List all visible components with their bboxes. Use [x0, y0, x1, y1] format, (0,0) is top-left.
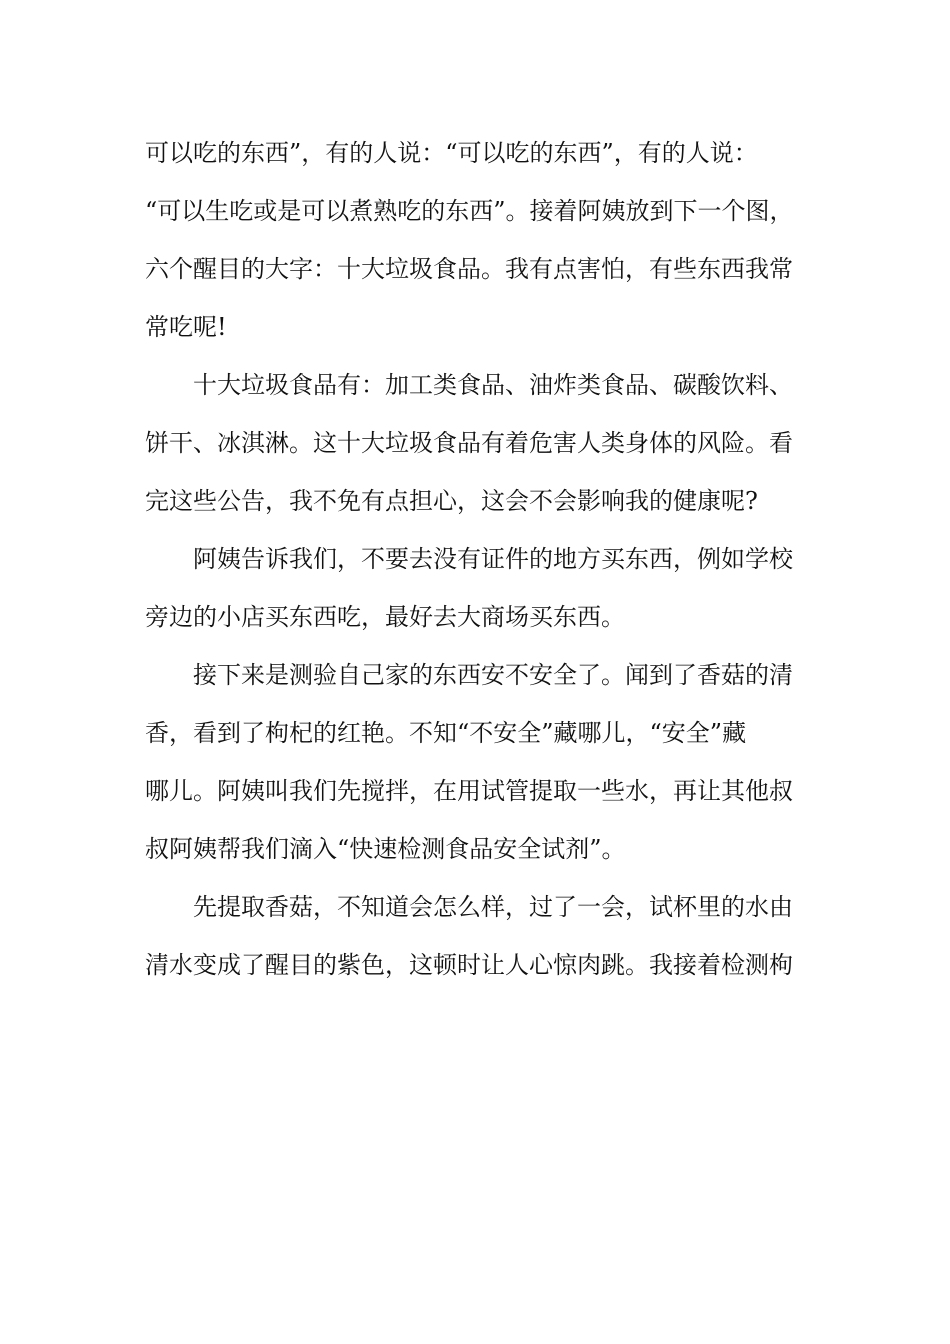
- text-line: 完这些公告，我不免有点担心，这会不会影响我的健康呢?: [145, 487, 758, 515]
- text-line: 叔阿姨帮我们滴入“快速检测食品安全试剂”。: [145, 835, 626, 863]
- document-body: [145, 124, 810, 994]
- text-line: 常吃呢!: [145, 313, 227, 341]
- text-line: 哪儿。阿姨叫我们先搅拌，在用试管提取一些水，再让其他叔: [145, 777, 793, 805]
- text-line: “可以生吃或是可以煮熟吃的东西”。接着阿姨放到下一个图，: [145, 197, 794, 225]
- paragraph-start-line: 阿姨告诉我们，不要去没有证件的地方买东西，例如学校: [193, 545, 793, 573]
- text-line: 旁边的小店买东西吃，最好去大商场买东西。: [145, 603, 625, 631]
- text-line: 可以吃的东西”，有的人说：“可以吃的东西”，有的人说：: [145, 139, 758, 167]
- text-line: 清水变成了醒目的紫色，这顿时让人心惊肉跳。我接着检测枸: [145, 951, 793, 979]
- text-line: 饼干、冰淇淋。这十大垃圾食品有着危害人类身体的风险。看: [145, 429, 793, 457]
- paragraph-start-line: 十大垃圾食品有：加工类食品、油炸类食品、碳酸饮料、: [193, 371, 793, 399]
- text-line: 六个醒目的大字：十大垃圾食品。我有点害怕，有些东西我常: [145, 255, 793, 283]
- text-line: 香，看到了枸杞的红艳。不知“不安全”藏哪儿，“安全”藏: [145, 719, 747, 747]
- paragraph-start-line: 接下来是测验自己家的东西安不安全了。闻到了香菇的清: [193, 661, 793, 689]
- paragraph-start-line: 先提取香菇，不知道会怎么样，过了一会，试杯里的水由: [193, 893, 793, 921]
